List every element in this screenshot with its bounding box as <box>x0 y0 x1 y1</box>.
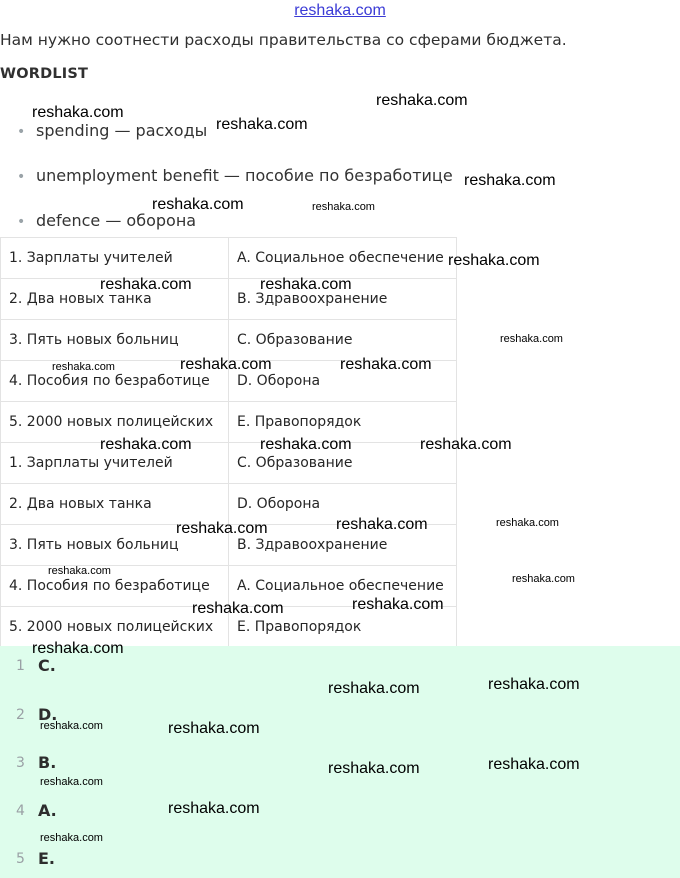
table-cell: D. Оборона <box>229 361 457 402</box>
watermark: reshaka.com <box>328 760 420 777</box>
answer-value: D. <box>38 705 58 724</box>
watermark: reshaka.com <box>352 596 444 613</box>
watermark: reshaka.com <box>40 776 103 788</box>
wordlist-item <box>0 166 480 186</box>
watermark: reshaka.com <box>336 516 428 533</box>
table-cell: B. Здравоохранение <box>229 279 457 320</box>
table-row <box>1 484 457 525</box>
bullet-icon: • <box>17 124 26 140</box>
table-cell: C. Образование <box>229 320 457 361</box>
watermark: reshaka.com <box>376 92 468 109</box>
answer-number: 5 <box>16 851 25 867</box>
watermark: reshaka.com <box>180 356 272 373</box>
watermark: reshaka.com <box>216 116 308 133</box>
watermark: reshaka.com <box>464 172 556 189</box>
wordlist-item-text: defence — оборона <box>36 211 197 230</box>
table-cell: E. Правопорядок <box>229 607 457 648</box>
watermark: reshaka.com <box>100 276 192 293</box>
intro-text: Нам нужно соотнести расходы правительства со сферами бюджета. <box>0 31 567 49</box>
watermark: reshaka.com <box>168 800 260 817</box>
answer-number: 1 <box>16 658 25 674</box>
watermark: reshaka.com <box>328 680 420 697</box>
watermark: reshaka.com <box>192 600 284 617</box>
table-cell: D. Оборона <box>229 484 457 525</box>
watermark: reshaka.com <box>448 252 540 269</box>
answer-number: 3 <box>16 755 25 771</box>
watermark: reshaka.com <box>152 196 244 213</box>
answer-item <box>0 658 300 682</box>
watermark: reshaka.com <box>176 520 268 537</box>
answer-value: C. <box>38 656 56 675</box>
answer-item <box>0 851 300 875</box>
answer-item <box>0 755 300 779</box>
table-row <box>1 566 457 607</box>
answer-value: E. <box>38 849 56 868</box>
watermark: reshaka.com <box>496 517 559 529</box>
watermark: reshaka.com <box>40 832 103 844</box>
table-cell: 1. Зарплаты учителей <box>1 238 229 279</box>
watermark: reshaka.com <box>488 676 580 693</box>
watermark: reshaka.com <box>40 720 103 732</box>
table-row <box>1 361 457 402</box>
table-cell: A. Социальное обеспечение <box>229 238 457 279</box>
answer-item <box>0 707 300 731</box>
table-cell: 5. 2000 новых полицейских <box>1 402 229 443</box>
table-cell: A. Социальное обеспечение <box>229 566 457 607</box>
watermark: reshaka.com <box>168 720 260 737</box>
answer-value: B. <box>38 753 57 772</box>
watermark: reshaka.com <box>512 573 575 585</box>
watermark: reshaka.com <box>48 565 111 577</box>
wordlist-item-text: spending — расходы <box>36 121 208 140</box>
table-cell: 2. Два новых танка <box>1 279 229 320</box>
table-cell: B. Здравоохранение <box>229 525 457 566</box>
answer-number: 4 <box>16 803 25 819</box>
table-cell: 2. Два новых танка <box>1 484 229 525</box>
answer-item <box>0 803 300 827</box>
table-cell: 1. Зарплаты учителей <box>1 443 229 484</box>
answer-number: 2 <box>16 707 25 723</box>
watermark: reshaka.com <box>312 201 375 213</box>
answer-block <box>0 646 680 878</box>
wordlist-heading: WORDLIST <box>0 66 89 82</box>
watermark: reshaka.com <box>100 436 192 453</box>
watermark: reshaka.com <box>260 436 352 453</box>
table-cell: E. Правопорядок <box>229 402 457 443</box>
table-cell: 4. Пособия по безработице <box>1 566 229 607</box>
site-logo-link[interactable]: reshaka.com <box>294 2 386 19</box>
watermark: reshaka.com <box>340 356 432 373</box>
table-row <box>1 238 457 279</box>
table-cell: 4. Пособия по безработице <box>1 361 229 402</box>
watermark: reshaka.com <box>32 104 124 121</box>
watermark: reshaka.com <box>488 756 580 773</box>
answer-table <box>0 442 457 648</box>
table-row <box>1 607 457 648</box>
table-cell: 5. 2000 новых полицейских <box>1 607 229 648</box>
table-row <box>1 525 457 566</box>
table-cell: C. Образование <box>229 443 457 484</box>
wordlist-item <box>0 121 480 141</box>
watermark: reshaka.com <box>260 276 352 293</box>
table-row <box>1 402 457 443</box>
bullet-icon: • <box>17 214 26 230</box>
answer-value: A. <box>38 801 57 820</box>
table-row <box>1 443 457 484</box>
wordlist-item <box>0 211 480 231</box>
table-row <box>1 320 457 361</box>
watermark: reshaka.com <box>420 436 512 453</box>
watermark: reshaka.com <box>32 640 124 657</box>
table-cell: 3. Пять новых больниц <box>1 525 229 566</box>
table-cell: 3. Пять новых больниц <box>1 320 229 361</box>
watermark: reshaka.com <box>500 333 563 345</box>
bullet-icon: • <box>17 169 26 185</box>
wordlist-item-text: unemployment benefit — пособие по безработице <box>36 166 453 185</box>
watermark: reshaka.com <box>52 361 115 373</box>
task-table <box>0 237 457 443</box>
table-row <box>1 279 457 320</box>
